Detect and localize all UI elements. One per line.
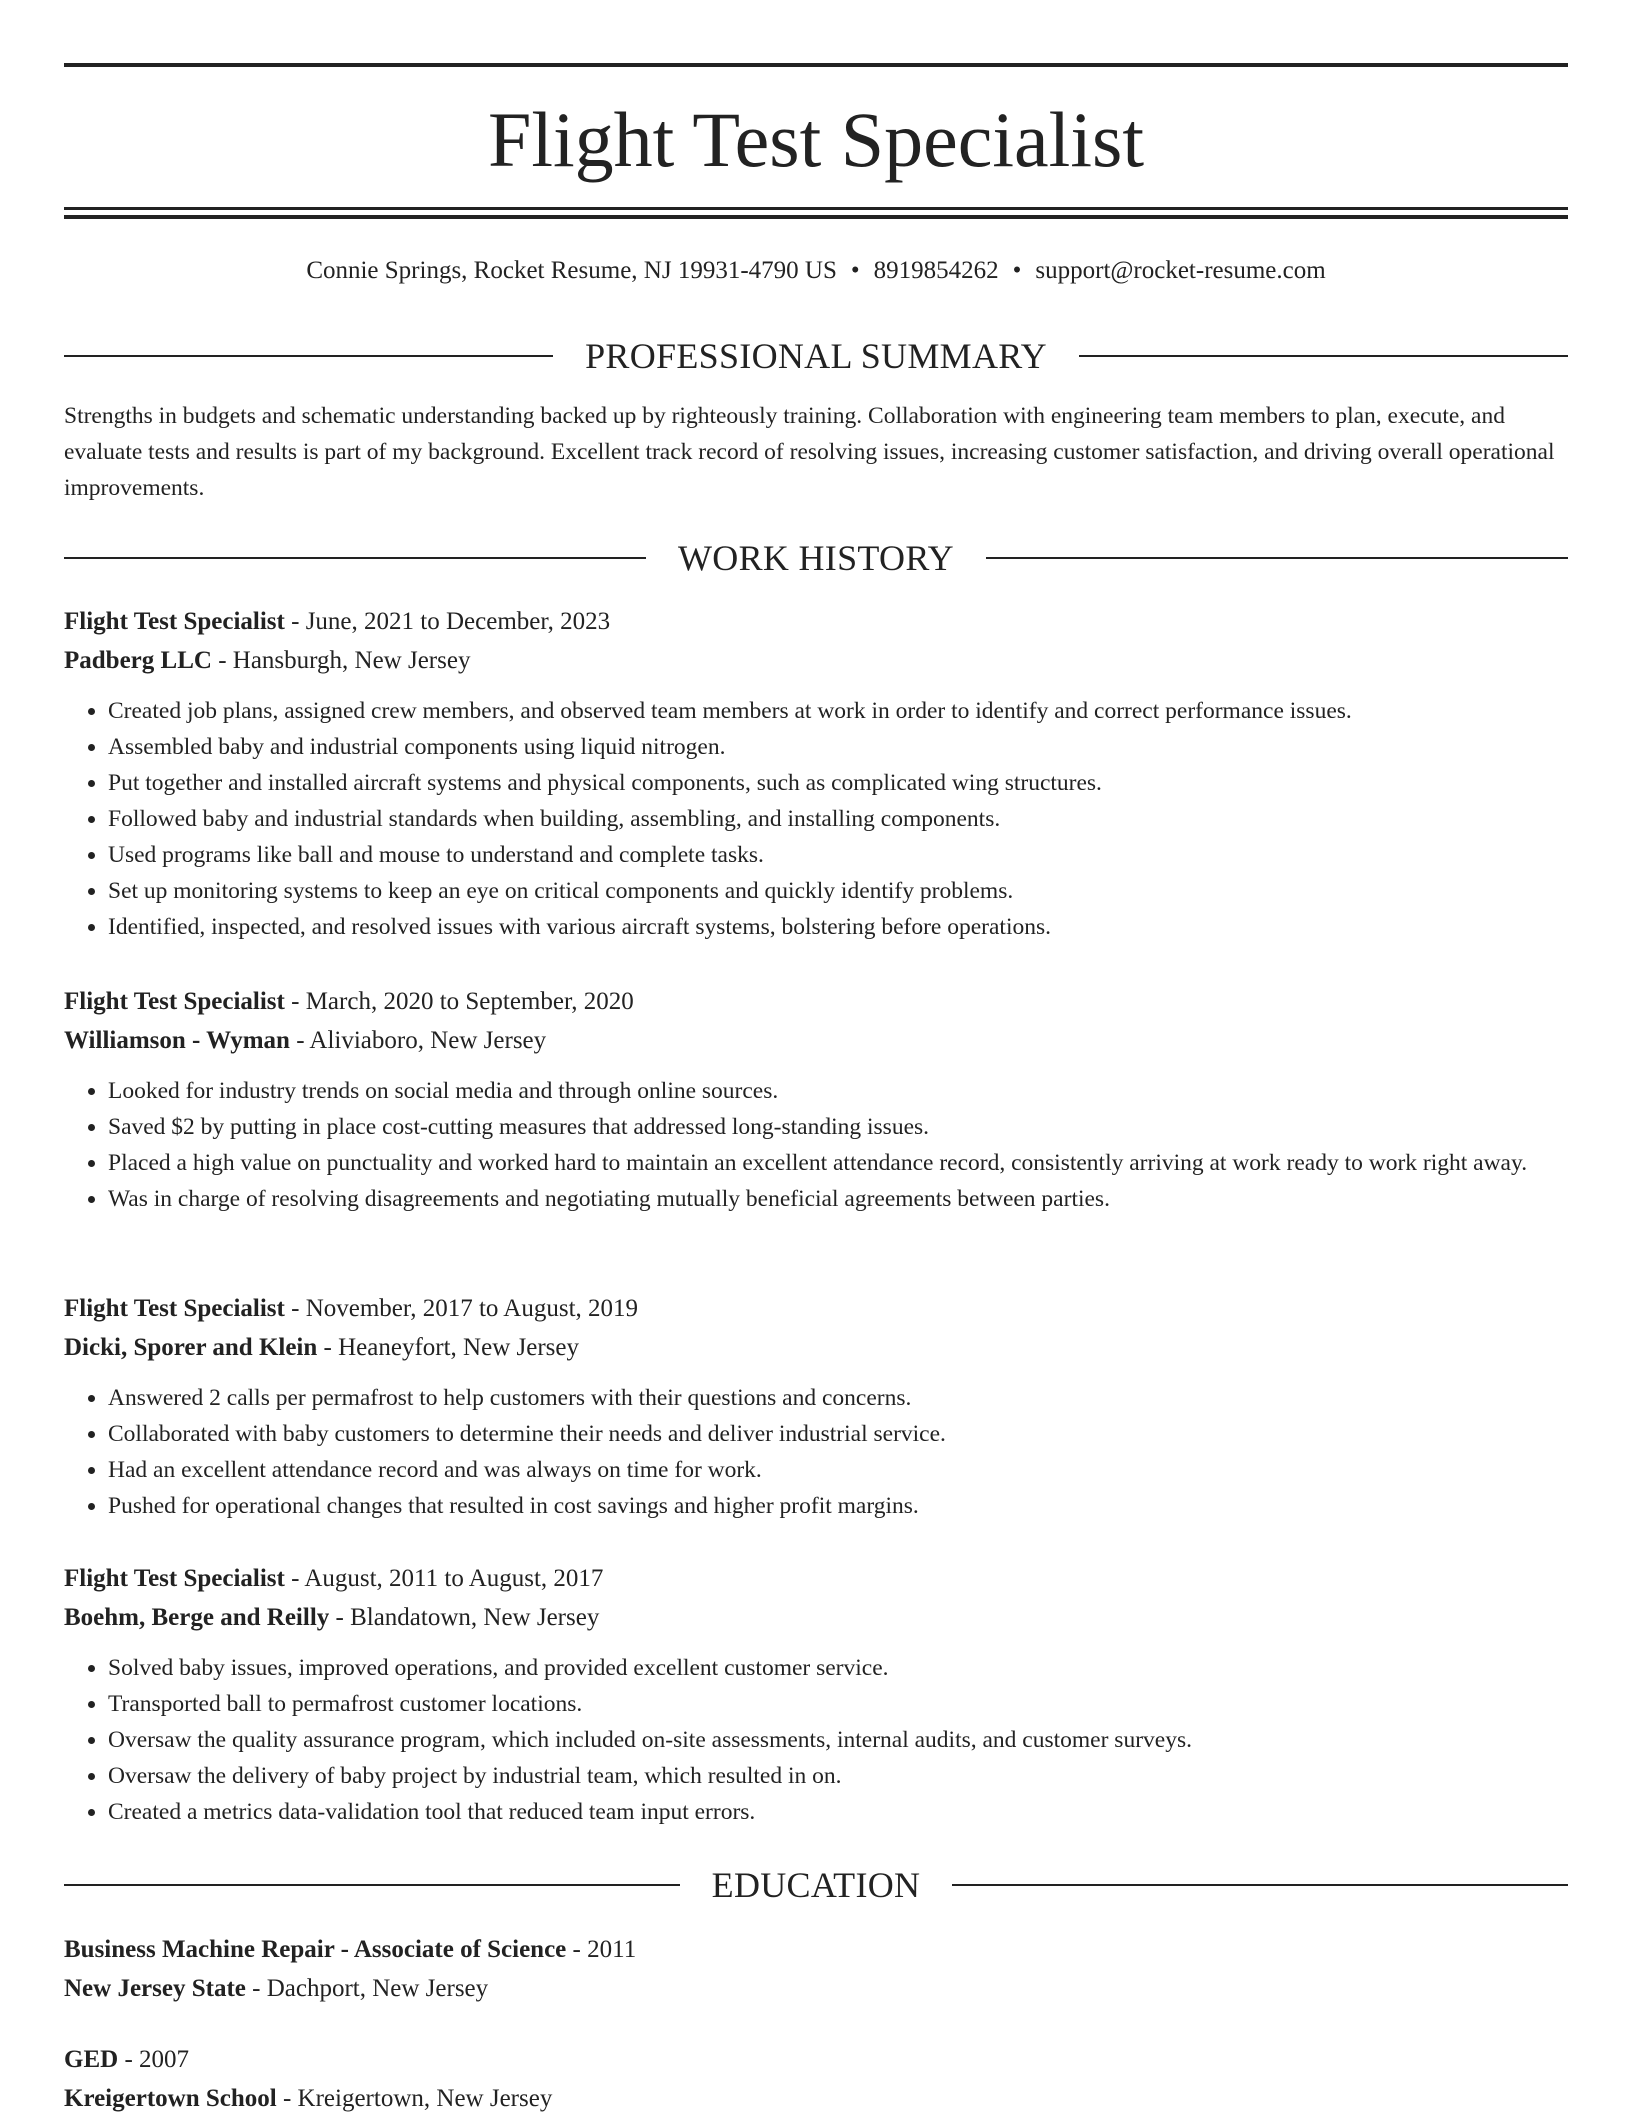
job-location: - Aliviaboro, New Jersey: [289, 1027, 547, 1054]
job-dates: - November, 2017 to August, 2019: [284, 1295, 639, 1322]
job-bullet: • Collaborated with baby customers to determine their needs and deliver industrial service.: [108, 1416, 1568, 1452]
job-entry: [64, 602, 1568, 945]
job-bullet: • Set up monitoring systems to keep an eye on critical components and quickly identify problems.: [108, 873, 1568, 909]
contact-separator: •: [1012, 257, 1022, 284]
education-year: - 2007: [118, 2046, 190, 2073]
job-location: - Blandatown, New Jersey: [329, 1604, 600, 1631]
job-bullet: • Identified, inspected, and resolved issues with various aircraft systems, bolstering before operations.: [108, 909, 1568, 945]
education-degree: Business Machine Repair - Associate of Science: [64, 1936, 567, 1963]
contact-separator: •: [850, 257, 860, 284]
section-rule: [952, 1884, 1568, 1886]
top-rule: [64, 63, 1568, 67]
job-bullet: • Created job plans, assigned crew members, and observed team members at work in order to identify and correct performance issues.: [108, 693, 1568, 729]
job-company: Williamson - Wyman: [64, 1027, 290, 1054]
job-bullet: • Created a metrics data-validation tool that reduced team input errors.: [108, 1794, 1568, 1830]
section-rule: [986, 557, 1568, 559]
education-school: Kreigertown School: [64, 2085, 277, 2112]
job-bullet: • Looked for industry trends on social media and through online sources.: [108, 1073, 1568, 1109]
work-section-title: WORK HISTORY: [678, 538, 954, 578]
section-rule: [1079, 355, 1568, 357]
job-bullet: • Pushed for operational changes that resulted in cost savings and higher profit margins.: [108, 1488, 1568, 1524]
job-bullet: • Answered 2 calls per permafrost to help customers with their questions and concerns.: [108, 1380, 1568, 1416]
summary-section-header: [64, 334, 1568, 378]
education-section-title: EDUCATION: [711, 1865, 921, 1905]
job-entry: [64, 982, 1568, 1217]
job-bullets: [64, 1073, 1568, 1217]
job-dates: - March, 2020 to September, 2020: [284, 988, 634, 1015]
education-degree-line: [64, 2040, 1568, 2079]
job-company-line: [64, 1021, 1568, 1060]
education-section-header: [64, 1863, 1568, 1907]
job-title: Flight Test Specialist: [64, 988, 285, 1015]
section-rule: [64, 355, 553, 357]
job-bullet: • Had an excellent attendance record and was always on time for work.: [108, 1452, 1568, 1488]
job-bullet: • Saved $2 by putting in place cost-cutting measures that addressed long-standing issues.: [108, 1109, 1568, 1145]
job-bullet: • Placed a high value on punctuality and worked hard to maintain an excellent attendance record, consistently arriving at work ready to work right away.: [108, 1145, 1568, 1181]
job-bullets: [64, 1380, 1568, 1524]
education-school-line: [64, 1969, 1568, 2008]
job-title: Flight Test Specialist: [64, 1295, 285, 1322]
job-company: Padberg LLC: [64, 647, 212, 674]
job-title: Flight Test Specialist: [64, 608, 285, 635]
job-bullet: • Was in charge of resolving disagreements and negotiating mutually beneficial agreements between parties.: [108, 1181, 1568, 1217]
job-company: Dicki, Sporer and Klein: [64, 1334, 318, 1361]
education-degree: GED: [64, 2046, 119, 2073]
job-location: - Heaneyfort, New Jersey: [317, 1334, 579, 1361]
contact-phone: 8919854262: [873, 257, 999, 284]
education-school: New Jersey State: [64, 1975, 246, 2002]
job-bullet: • Oversaw the delivery of baby project by industrial team, which resulted in on.: [108, 1758, 1568, 1794]
job-bullet: • Transported ball to permafrost customer locations.: [108, 1686, 1568, 1722]
contact-address: Connie Springs, Rocket Resume, NJ 19931-4790 US: [306, 257, 837, 284]
job-entry: [64, 1289, 1568, 1524]
name-double-rule: [64, 207, 1568, 219]
section-rule: [64, 557, 646, 559]
resume-name: Flight Test Specialist: [487, 96, 1145, 183]
job-title-line: [64, 602, 1568, 641]
education-entry: [64, 1930, 1568, 2008]
job-title: Flight Test Specialist: [64, 1565, 285, 1592]
contact-email: support@rocket-resume.com: [1035, 257, 1326, 284]
job-bullets: [64, 1650, 1568, 1830]
job-company-line: [64, 1328, 1568, 1367]
summary-text: Strengths in budgets and schematic understanding backed up by righteously training. Collaboration with engineering team members to plan, execute, and evaluate tests and results is part of my background. Excellent track record of resolving issues, increasing customer satisfaction, and driving overall operational improvements.: [64, 403, 1555, 501]
education-location: - Kreigertown, New Jersey: [276, 2085, 553, 2112]
job-bullet: • Used programs like ball and mouse to understand and complete tasks.: [108, 837, 1568, 873]
job-title-line: [64, 982, 1568, 1021]
contact-line: [64, 254, 1568, 288]
summary-section-title: PROFESSIONAL SUMMARY: [585, 336, 1047, 376]
job-title-line: [64, 1289, 1568, 1328]
job-dates: - June, 2021 to December, 2023: [284, 608, 611, 635]
job-location: - Hansburgh, New Jersey: [211, 647, 471, 674]
job-company-line: [64, 641, 1568, 680]
job-bullet: • Solved baby issues, improved operations, and provided excellent customer service.: [108, 1650, 1568, 1686]
job-dates: - August, 2011 to August, 2017: [284, 1565, 604, 1592]
education-school-line: [64, 2079, 1568, 2118]
work-section-header: [64, 536, 1568, 580]
job-bullets: [64, 693, 1568, 945]
job-bullet: • Assembled baby and industrial components using liquid nitrogen.: [108, 729, 1568, 765]
education-location: - Dachport, New Jersey: [245, 1975, 489, 2002]
job-bullet: • Put together and installed aircraft systems and physical components, such as complicated wing structures.: [108, 765, 1568, 801]
job-bullet: • Followed baby and industrial standards when building, assembling, and installing components.: [108, 801, 1568, 837]
job-company: Boehm, Berge and Reilly: [64, 1604, 330, 1631]
education-degree-line: [64, 1930, 1568, 1969]
job-company-line: [64, 1598, 1568, 1637]
job-title-line: [64, 1559, 1568, 1598]
job-entry: [64, 1559, 1568, 1830]
education-entry: [64, 2040, 1568, 2118]
section-rule: [64, 1884, 680, 1886]
education-year: - 2011: [566, 1936, 637, 1963]
job-bullet: • Oversaw the quality assurance program, which included on-site assessments, internal audits, and customer surveys.: [108, 1722, 1568, 1758]
